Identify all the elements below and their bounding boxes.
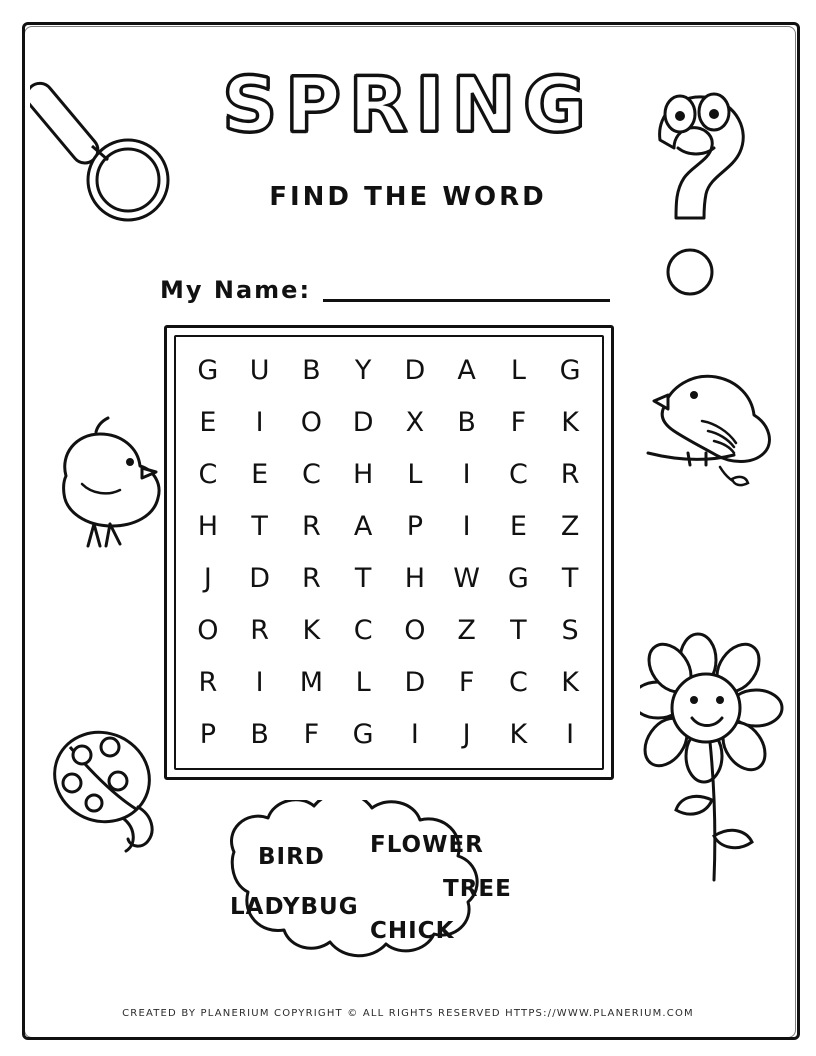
letter-cell[interactable]: C [301,459,321,491]
letter-cell[interactable]: I [462,459,471,491]
page-subtitle: FIND THE WORD [269,182,547,212]
letter-cell[interactable]: G [197,355,219,387]
word-item: LADYBUG [230,894,359,920]
letter-cell[interactable]: W [453,562,480,594]
letter-cell[interactable]: B [457,407,476,439]
letter-cell[interactable]: H [404,562,426,594]
letter-cell[interactable]: D [352,407,374,439]
letter-cell[interactable]: P [406,511,424,543]
letter-cell[interactable]: R [560,459,580,491]
letter-cell[interactable]: G [352,718,374,750]
letter-cell[interactable]: K [561,407,579,439]
letter-cell[interactable]: T [354,562,372,594]
letter-cell[interactable]: F [458,666,475,698]
cloud-shape-icon [138,800,593,985]
letter-cell[interactable]: C [198,459,218,491]
letter-cell[interactable]: H [197,511,219,543]
name-input-line[interactable] [323,299,610,302]
letter-cell[interactable]: K [561,666,579,698]
letter-cell[interactable]: D [249,562,271,594]
letter-cell[interactable]: E [251,459,269,491]
letter-cell[interactable]: F [510,407,527,439]
name-label: My Name: [160,276,312,304]
letter-cell[interactable]: D [404,355,426,387]
letter-cell[interactable]: K [509,718,528,750]
letter-cell[interactable]: R [301,511,321,543]
letter-cell[interactable]: G [559,355,581,387]
word-item: BIRD [258,844,325,870]
magnifier-icon [30,70,190,230]
word-item: FLOWER [370,832,484,858]
letter-cell[interactable]: H [352,459,374,491]
letter-cell[interactable]: L [510,355,526,387]
letter-cell[interactable]: I [462,511,471,543]
ladybug-icon [42,715,182,865]
letter-cell[interactable]: X [405,407,425,439]
letter-cell[interactable]: O [197,614,219,646]
word-item: CHICK [370,918,455,944]
flower-icon [640,630,790,890]
letter-cell[interactable]: O [404,614,426,646]
letter-cell[interactable]: S [561,614,579,646]
bird-icon [628,355,778,515]
letter-cell[interactable]: O [300,407,322,439]
letter-cell[interactable]: A [457,355,476,387]
chick-icon [38,410,168,560]
letter-cell[interactable]: I [255,407,264,439]
letter-cell[interactable]: Y [354,355,372,387]
word-item: TREE [443,876,512,902]
letter-cell[interactable]: B [302,355,321,387]
footer-credit: CREATED BY PLANERIUM COPYRIGHT © ALL RIGHTS RESERVED HTTPS://WWW.PLANERIUM.COM [122,1008,694,1019]
letter-cell[interactable]: Z [457,614,476,646]
letter-cell[interactable]: F [303,718,320,750]
letter-cell[interactable]: P [199,718,217,750]
letter-cell[interactable]: J [462,718,471,750]
letter-cell[interactable]: B [250,718,269,750]
letter-cell[interactable]: U [249,355,270,387]
letter-cell[interactable]: E [199,407,217,439]
letter-cell[interactable]: L [355,666,371,698]
letter-cell[interactable]: R [250,614,269,646]
letter-cell[interactable]: I [566,718,575,750]
letter-cell[interactable]: Z [560,511,580,543]
question-mark-icon [630,82,760,302]
letter-cell[interactable]: C [353,614,373,646]
letter-cell[interactable]: M [299,666,324,698]
letter-cell[interactable]: C [508,459,528,491]
letter-cell[interactable]: T [510,614,527,646]
letter-cell[interactable]: K [302,614,321,646]
letter-grid[interactable] [182,345,596,760]
letter-cell[interactable]: I [410,718,419,750]
letter-cell[interactable]: A [353,511,373,543]
name-row [160,262,610,306]
letter-cell[interactable]: G [507,562,529,594]
letter-cell[interactable]: C [508,666,528,698]
letter-cell[interactable]: T [251,511,268,543]
letter-cell[interactable]: T [561,562,579,594]
letter-cell[interactable]: L [407,459,423,491]
letter-cell[interactable]: E [509,511,527,543]
letter-cell[interactable]: R [198,666,218,698]
letter-cell[interactable]: D [404,666,426,698]
page-title: SPRING [222,60,594,149]
word-list-cloud [138,800,593,985]
letter-cell[interactable]: J [203,562,212,594]
letter-cell[interactable]: R [301,562,321,594]
letter-cell[interactable]: I [255,666,264,698]
